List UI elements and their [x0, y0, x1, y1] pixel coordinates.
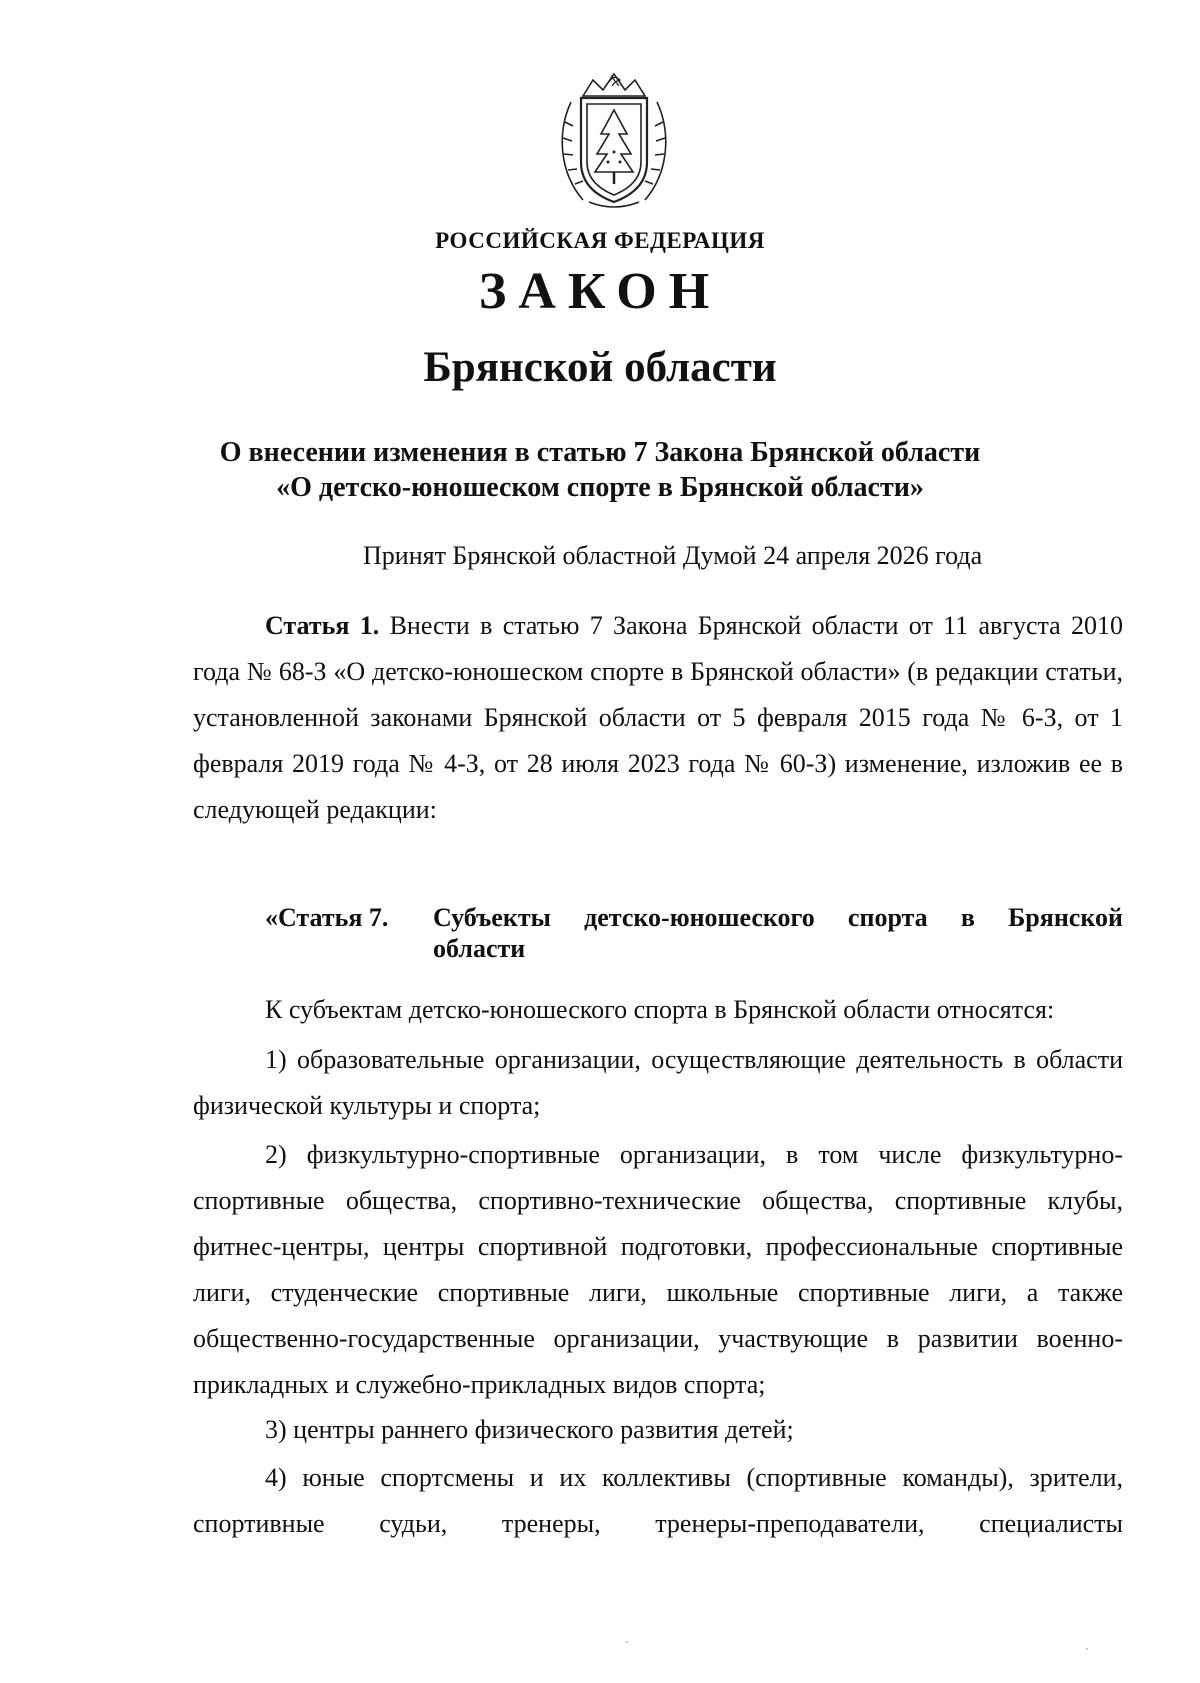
law-title — [0, 435, 1200, 505]
article-1-text: Внести в статью 7 Закона Брянской области от 11 августа 2010 года № 68-З «О детско-юношеском спорте в Брянской области» (в редакции статьи, установленной законами Брянской области от 5 февраля 2015 года № 6-З, от 1 февраля 2019 года № 4-З, от 28 июля 2023 года № 60-З) изменение, изложив ее в следующей редакции: — [193, 611, 1124, 824]
scan-speck — [626, 1641, 628, 1643]
article-7-intro — [193, 987, 1123, 1033]
list-item-1 — [193, 1037, 1123, 1129]
article-7-title-line-1 — [433, 902, 1123, 933]
article-1 — [193, 603, 1123, 833]
law-title-line-1: О внесении изменения в статью 7 Закона Брянской области — [219, 437, 981, 468]
federation-heading: РОССИЙСКАЯ ФЕДЕРАЦИЯ — [435, 228, 765, 253]
list-item-2 — [193, 1132, 1123, 1408]
article-7-title — [433, 902, 1123, 964]
article-1-paragraph — [193, 603, 1123, 833]
region-heading: Брянской области — [423, 344, 777, 391]
article-1-label: Статья 1. — [265, 611, 380, 640]
list-item-3 — [193, 1407, 1123, 1453]
title-word: Брянской — [1008, 903, 1123, 932]
list-item-text: 1) образовательные организации, осуществляющие деятельность в области физической культуры и спорта; — [193, 1045, 1123, 1120]
list-item-4 — [193, 1455, 1123, 1547]
title-word: детско-юношеского — [584, 903, 815, 932]
list-item-text: 3) центры раннего физического развития детей; — [265, 1415, 794, 1444]
title-word: спорта — [847, 903, 928, 932]
scan-speck — [1086, 1648, 1088, 1650]
article-7-heading — [265, 902, 1123, 964]
list-item-text: 4) юные спортсмены и их коллективы (спортивные команды), зрители, спортивные судьи, тренеры, тренеры-преподаватели, специалисты — [193, 1463, 1123, 1538]
article-7-label: «Статья 7. — [265, 903, 389, 932]
article-7-title-line-2: области — [433, 934, 526, 963]
intro-paragraph: К субъектам детско-юношеского спорта в Брянской области относятся: — [265, 995, 1055, 1024]
law-title-line-2: «О детско-юношеском спорте в Брянской области» — [276, 472, 924, 503]
law-word-heading: ЗАКОН — [478, 263, 722, 320]
list-item-text: 2) физкультурно-спортивные организации, в том числе физкультурно-спортивные общества, спортивно-технические общества, спортивные клубы, фитнес-центры, центры спортивной подготовки, профессиональные спортивные лиги, студенческие спортивные лиги, школьные спортивные лиги, а также общественно-государственные организации, участвующие в развитии военно-прикладных и служебно-прикладных видов спорта; — [193, 1140, 1123, 1399]
title-word: Субъекты — [433, 903, 551, 932]
coat-of-arms-icon — [553, 62, 675, 212]
title-word: в — [960, 903, 975, 932]
adoption-note: Принят Брянской областной Думой 24 апреля 2026 года — [363, 541, 983, 570]
